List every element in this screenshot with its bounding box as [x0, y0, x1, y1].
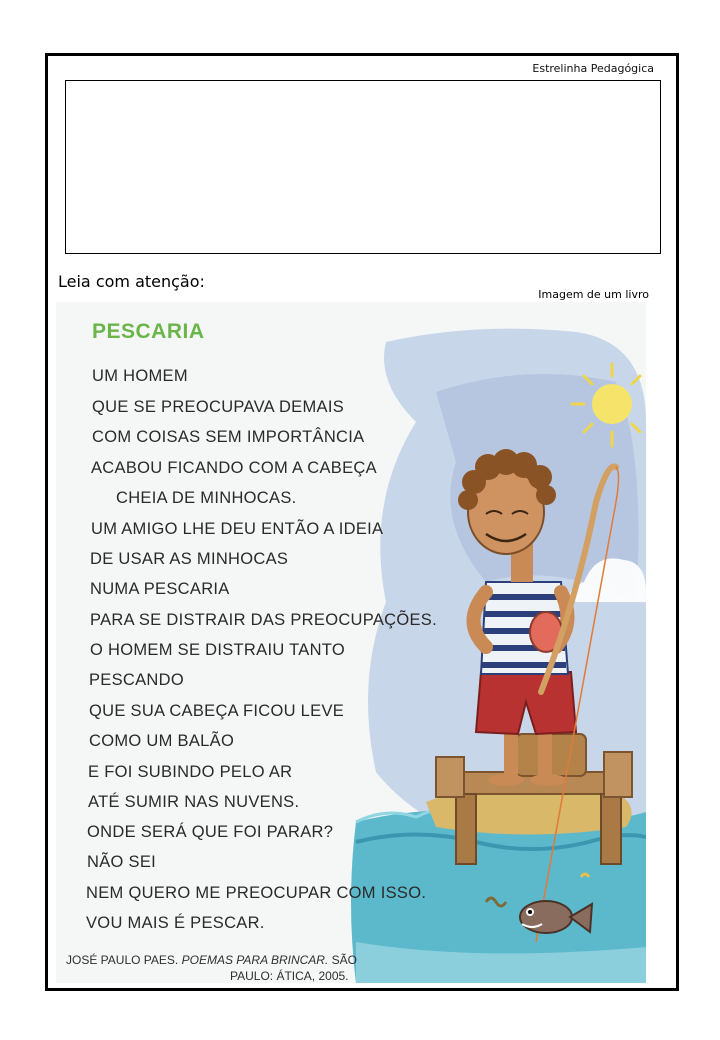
poem-line: DE USAR AS MINHOCAS [90, 550, 289, 568]
answer-box[interactable] [65, 80, 661, 254]
credit-author: JOSÉ PAULO PAES. [66, 953, 179, 967]
poem-line: NEM QUERO ME PREOCUPAR COM ISSO. [86, 884, 427, 902]
book-page-image [56, 302, 646, 983]
poem-line: ATÉ SUMIR NAS NUVENS. [88, 793, 300, 811]
poem-line: E FOI SUBINDO PELO AR [88, 763, 293, 781]
poem-line: NUMA PESCARIA [90, 580, 230, 598]
poem-text [56, 302, 646, 983]
poem-line: PARA SE DISTRAIR DAS PREOCUPAÇÕES. [90, 611, 437, 629]
poem-line: CHEIA DE MINHOCAS. [116, 489, 297, 507]
poem-line: VOU MAIS É PESCAR. [86, 914, 265, 932]
brand-label: Estrelinha Pedagógica [532, 62, 654, 75]
credit-city-start: SÃO [331, 953, 357, 967]
poem-line: COMO UM BALÃO [89, 732, 235, 750]
poem-title: PESCARIA [92, 320, 205, 343]
poem-line: ONDE SERÁ QUE FOI PARAR? [87, 823, 334, 841]
poem-credit [66, 953, 357, 967]
worksheet-frame [45, 53, 679, 991]
instruction-text: Leia com atenção: [58, 272, 205, 291]
credit-book: POEMAS PARA BRINCAR. [181, 953, 329, 967]
poem-line: NÃO SEI [87, 853, 157, 871]
poem-line: COM COISAS SEM IMPORTÂNCIA [92, 428, 365, 446]
poem-line: O HOMEM SE DISTRAIU TANTO [90, 641, 346, 659]
poem-line: QUE SUA CABEÇA FICOU LEVE [89, 702, 345, 720]
poem-line: QUE SE PREOCUPAVA DEMAIS [92, 398, 345, 416]
image-caption: Imagem de um livro [538, 288, 649, 301]
poem-line: ACABOU FICANDO COM A CABEÇA [91, 459, 377, 477]
poem-line: UM AMIGO LHE DEU ENTÃO A IDEIA [91, 520, 384, 538]
poem-line: PESCANDO [89, 671, 185, 689]
poem-line: UM HOMEM [92, 367, 188, 385]
poem-credit-line2: PAULO: ÁTICA, 2005. [230, 969, 349, 983]
